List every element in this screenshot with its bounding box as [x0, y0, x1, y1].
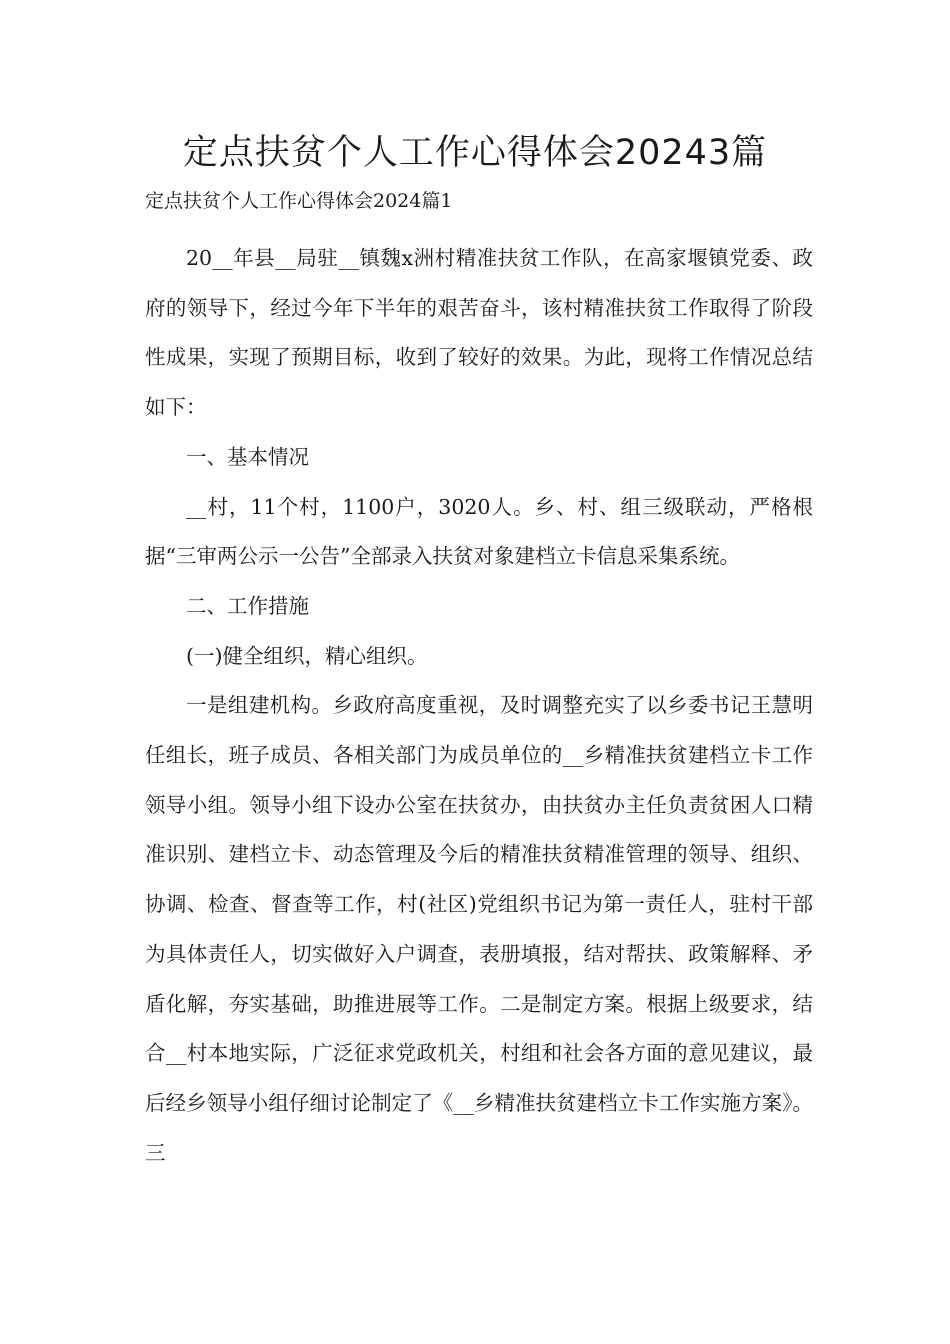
paragraph-intro: 20__年县__局驻__镇魏x洲村精准扶贫工作队，在高家堰镇党委、政府的领导下，经过今年下半年的艰苦奋斗，该村精准扶贫工作取得了阶段性成果，实现了预期目标，收到了较好的效果。为此，现将工作情况总结如下：	[145, 246, 813, 420]
section-heading-work-measures: 二、工作措施	[186, 593, 309, 618]
document-title: 定点扶贫个人工作心得体会20243篇	[182, 133, 768, 173]
subsection-heading-organization: (一)健全组织，精心组织。	[186, 643, 428, 668]
paragraph-organization: 一是组建机构。乡政府高度重视，及时调整充实了以乡委书记王慧明任组长，班子成员、各相关部门为成员单位的__乡精准扶贫建档立卡工作领导小组。领导小组下设办公室在扶贫办，由扶贫办主任负责贫困人口精准识别、建档立卡、动态管理及今后的精准扶贫精准管理的领导、组织、协调、检查、督查等工作，村(社区)党组织书记为第一责任人，驻村干部为具体责任人，切实做好入户调查，表册填报，结对帮扶、政策解释、矛盾化解，夯实基础，助推进展等工作。二是制定方案。根据上级要求，结合__村本地实际，广泛征求党政机关，村组和社会各方面的意见建议，最后经乡领导小组仔细讨论制定了《__乡精准扶贫建档立卡工作实施方案》。三	[145, 693, 813, 1165]
document-subtitle: 定点扶贫个人工作心得体会2024篇1	[145, 190, 453, 212]
section-heading-basic-situation: 一、基本情况	[186, 444, 309, 469]
document-body	[145, 234, 813, 1178]
paragraph-basic-situation: __村，11个村，1100户，3020人。乡、村、组三级联动，严格根据“三审两公示一公告”全部录入扶贫对象建档立卡信息采集系统。	[145, 494, 813, 569]
